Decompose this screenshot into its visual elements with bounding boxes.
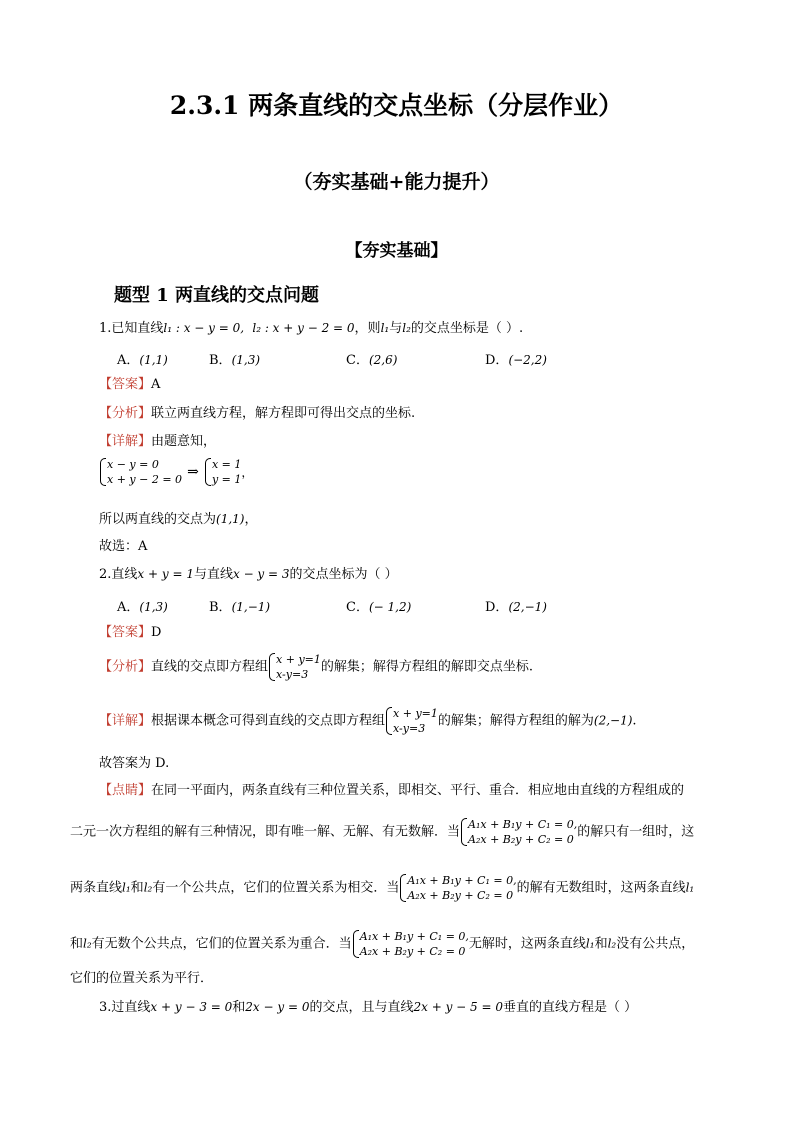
q2-option-c: C．(− 1,2) (346, 600, 412, 615)
implies-arrow: ⇒ (187, 464, 199, 480)
general-system-3: A₁x + B₁y + C₁ = 0, A₂x + B₂y + C₂ = 0 (352, 929, 469, 959)
q2-stem: 2.直线x + y = 1与直线x − y = 3的交点坐标为（ ） (99, 567, 398, 582)
q1-analysis: 【分析】联立两直线方程，解方程即可得出交点的坐标. (99, 406, 416, 421)
q3-stem: 3.过直线x + y − 3 = 0和2x − y = 0的交点，且与直线2x + y − 5 = 0垂直的直线方程是（ ） (99, 1000, 638, 1015)
q1-stem: 1.已知直线l₁ : x − y = 0, l₂ : x + y − 2 = 0，则l₁与l₂的交点坐标是（ ）. (99, 321, 524, 336)
q2-option-d: D．(2,−1) (485, 600, 547, 615)
q1-choice: 故选：A (99, 539, 148, 554)
q2-option-b: B．(1,−1) (209, 600, 271, 615)
q2-analysis: 【分析】直线的交点即方程组 x + y=1 x-y=3 的解集；解得方程组的解即交点坐标. (99, 653, 534, 681)
q2-comment-line3: 两条直线l₁和l₂有一个公共点，它们的位置关系为相交．当 A₁x + B₁y + C₁ = 0, A₂x + B₂y + C₂ = 0 的解有无数组时，这两条直线l₁ (70, 874, 695, 902)
q2-option-a: A．(1,3) (117, 600, 168, 615)
page-subtitle: （夯实基础+能力提升） (293, 171, 500, 193)
question-type-heading: 题型 1 两直线的交点问题 (114, 285, 320, 306)
q1-detail: 【详解】由题意知， (99, 434, 217, 449)
section-heading: 【夯实基础】 (345, 241, 448, 261)
q1-answer: 【答案】A (99, 377, 161, 392)
q2-detail-system: x + y=1 x-y=3 (385, 706, 438, 736)
q2-system: x + y=1 x-y=3 (268, 652, 321, 682)
q1-option-c: C．(2,6) (346, 353, 398, 368)
general-system-2: A₁x + B₁y + C₁ = 0, A₂x + B₂y + C₂ = 0 (399, 873, 516, 903)
q2-comment-line1: 【点睛】在同一平面内，两条直线有三种位置关系，即相交、平行、重合．相应地由直线的方程组成的 (99, 783, 685, 798)
q1-option-b: B．(1,3) (209, 353, 261, 368)
q1-conclusion: 所以两直线的交点为(1,1)， (99, 512, 258, 527)
q2-final: 故答案为 D. (99, 756, 170, 771)
page-title: 2.3.1 两条直线的交点坐标（分层作业） (169, 91, 624, 120)
q2-comment-line4: 和l₂有无数个公共点，它们的位置关系为重合．当 A₁x + B₁y + C₁ = 0, A₂x + B₂y + C₂ = 0 无解时，这两条直线l₁和l₂没有公共点， (70, 930, 695, 958)
q1-option-a: A．(1,1) (117, 353, 168, 368)
q1-system-right: x = 1 y = 1 (204, 457, 241, 487)
q1-system-left: x − y = 0 x + y − 2 = 0 (99, 457, 182, 487)
general-system-1: A₁x + B₁y + C₁ = 0, A₂x + B₂y + C₂ = 0 (460, 817, 577, 847)
q2-answer: 【答案】D (99, 625, 162, 640)
q2-comment-line2: 二元一次方程组的解有三种情况，即有唯一解、无解、有无数解．当 A₁x + B₁y + C₁ = 0, A₂x + B₂y + C₂ = 0 的解只有一组时，这 (70, 818, 695, 846)
q1-line1-eq: l₁ : x − y = 0, (163, 321, 245, 335)
q1-equation-system: x − y = 0 x + y − 2 = 0 ⇒ x = 1 y = 1 ， (99, 457, 253, 487)
q2-comment-line5: 它们的位置关系为平行． (70, 971, 214, 986)
q1-option-d: D．(−2,2) (485, 353, 547, 368)
q1-line2-eq: l₂ : x + y − 2 = 0 (252, 321, 355, 335)
q2-detail: 【详解】根据课本概念可得到直线的交点即方程组 x + y=1 x-y=3 的解集；解得方程组的解为(2,−1). (99, 707, 637, 735)
